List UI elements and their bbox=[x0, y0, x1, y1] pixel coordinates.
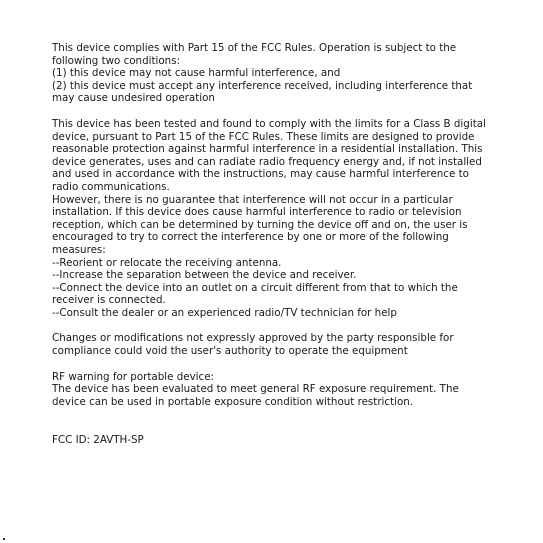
modifications-paragraph bbox=[52, 332, 512, 357]
text-line: installation. If this device does cause harmful interference to radio or television bbox=[52, 206, 462, 219]
text-line: compliance could void the user's authority to operate the equipment bbox=[52, 345, 408, 358]
corner-dot-mark bbox=[3, 538, 5, 540]
text-line: This device complies with Part 15 of the FCC Rules. Operation is subject to the bbox=[52, 42, 457, 54]
text-line: and used in accordance with the instructions, may cause harmful interference to bbox=[52, 168, 469, 181]
fcc-id bbox=[52, 434, 512, 447]
text-line: (2) this device must accept any interference received, including interference that bbox=[52, 79, 473, 92]
text-line: However, there is no guarantee that interference will not occur in a particular bbox=[52, 193, 453, 206]
text-line: (1) this device may not cause harmful interference, and bbox=[52, 67, 341, 80]
text-line: reception, which can be determined by turning the device off and on, the user is bbox=[52, 218, 468, 231]
text-line: radio communications. bbox=[52, 180, 170, 193]
text-line: device, pursuant to Part 15 of the FCC Rules. These limits are designed to provide bbox=[52, 130, 475, 143]
text-line: device generates, uses and can radiate radio frequency energy and, if not installed bbox=[52, 155, 482, 168]
text-line: may cause undesired operation bbox=[52, 92, 215, 105]
text-line: This device has been tested and found to comply with the limits for a Class B digital bbox=[52, 117, 486, 130]
class-b-paragraph bbox=[52, 118, 512, 320]
text-line: measures: bbox=[52, 243, 106, 256]
rf-warning-heading: RF warning for portable device: bbox=[52, 370, 214, 383]
text-line: reasonable protection against harmful interference in a residential installation. This bbox=[52, 143, 483, 156]
fcc-statement-document bbox=[52, 42, 512, 447]
measure-item: --Connect the device into an outlet on a circuit different from that to which the bbox=[52, 281, 458, 294]
text-line: The device has been evaluated to meet general RF exposure requirement. The bbox=[52, 383, 459, 396]
text-line: encouraged to try to correct the interference by one or more of the following bbox=[52, 231, 449, 244]
measure-item: --Increase the separation between the device and receiver. bbox=[52, 269, 357, 282]
rf-warning-paragraph bbox=[52, 371, 512, 409]
compliance-paragraph bbox=[52, 42, 512, 105]
text-line: device can be used in portable exposure condition without restriction. bbox=[52, 395, 414, 408]
text-line: following two conditions: bbox=[52, 54, 181, 67]
measure-item: --Reorient or relocate the receiving antenna. bbox=[52, 256, 282, 269]
text-line: receiver is connected. bbox=[52, 294, 166, 307]
measure-item: --Consult the dealer or an experienced radio/TV technician for help bbox=[52, 306, 397, 319]
fcc-id-text: FCC ID: 2AVTH-SP bbox=[52, 434, 144, 447]
text-line: Changes or modifications not expressly approved by the party responsible for bbox=[52, 332, 454, 345]
